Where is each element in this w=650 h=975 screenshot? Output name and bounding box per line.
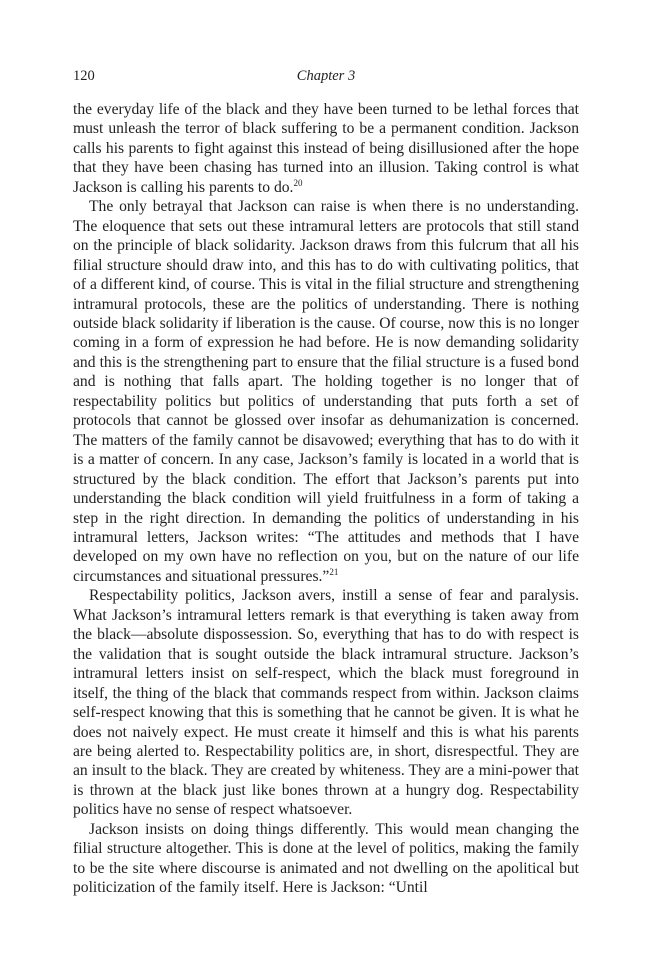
page-number: 120: [73, 68, 95, 84]
body-text: [73, 100, 579, 898]
footnote-marker: 21: [329, 566, 339, 577]
paragraph-text: Respectability politics, Jackson avers, instill a sense of fear and paralysis. What Jackson’s intramural letters remark is that everything is taken away from the black—absolute dispossession. So, everything that has to do with respect is the validation that is sought outside the black intramural structure. Jackson’s intramural letters insist on self-respect, which the black must foreground in itself, the thing of the black that commands respect from within. Jackson claims self-respect knowing that this is something that he cannot be given. It is what he does not naively expect. He must create it himself and this is what his parents are being alerted to. Respectability politics are, in short, disrespectful. They are an insult to the black. They are created by whiteness. They are a mini-power that is thrown at the black just like bones thrown at a hungry dog. Respectability politics have no sense of respect whatsoever.: [73, 587, 579, 819]
paragraph: [73, 586, 579, 819]
footnote-marker: 20: [293, 177, 303, 188]
book-page: [73, 64, 579, 898]
chapter-title: Chapter 3: [296, 68, 356, 84]
paragraph-text: Jackson insists on doing things differently. This would mean changing the filial structure altogether. This is done at the level of politics, making the family to be the site where discourse is animated and not dwelling on the apolitical but politicization of the family itself. Here is Jackson: “Until: [73, 820, 579, 897]
paragraph-text: the everyday life of the black and they have been turned to be lethal forces that must unleash the terror of black suffering to be a permanent condition. Jackson calls his parents to fight against this instead of being disillusioned after the hope that they have been chasing has turned into an illusion. Taking control is what Jackson is calling his parents to do.: [73, 101, 579, 196]
paragraph: [73, 197, 579, 586]
running-head: [73, 64, 579, 88]
paragraph-text: The only betrayal that Jackson can raise is when there is no understanding. The eloquence that sets out these intramural letters are protocols that still stand on the principle of black solidarity. Jackson draws from this fulcrum that all his filial structure should draw into, and this has to do with cultivating politics, that of a different kind, of course. This is vital in the filial structure and strengthening intramural protocols, these are the politics of understanding. There is nothing outside black solidarity if liberation is the cause. Of course, now this is no longer coming in a form of expression he had before. He is now demanding solidarity and this is the strengthening part to ensure that the filial structure is a fused bond and is nothing that falls apart. The holding together is no longer that of respectability politics but politics of understanding that puts forth a set of protocols that cannot be glossed over insofar as dehumanization is concerned. The matters of the family cannot be disavowed; everything that has to do with it is a matter of concern. In any case, Jackson’s family is located in a world that is structured by the black condition. The effort that Jackson’s parents put into understanding the black condition will yield fruitfulness in a form of taking a step in the right direction. In demanding the politics of understanding in his intramural letters, Jackson writes: “The attitudes and methods that I have developed on my own have no reflection on you, but on the nature of our life circumstances and situational pressures.”: [73, 198, 579, 585]
paragraph: [73, 100, 579, 197]
paragraph: [73, 820, 579, 898]
